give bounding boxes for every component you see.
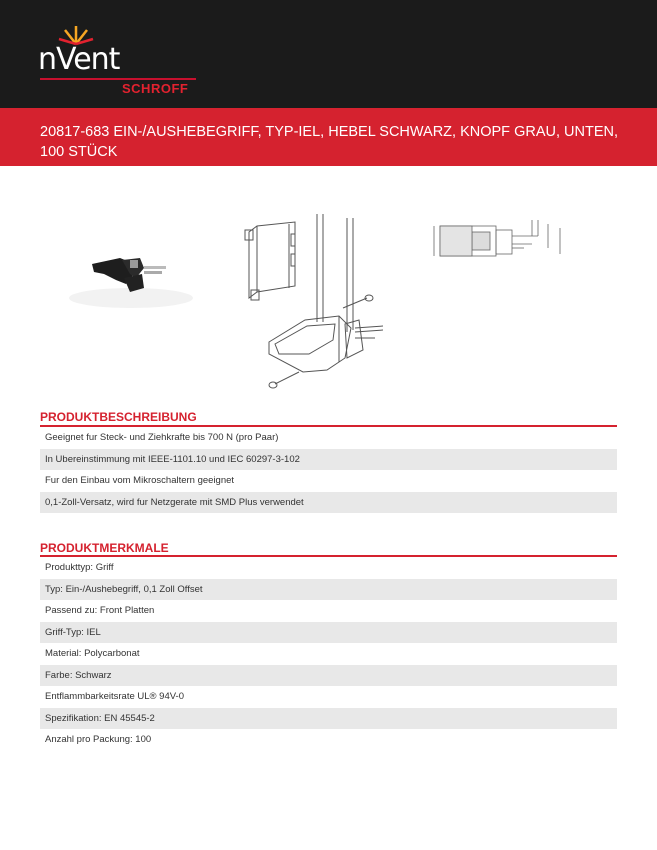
list-item: Entflammbarkeitsrate UL® 94V-0 xyxy=(45,691,185,702)
logo-underline xyxy=(40,78,196,80)
logo-wordmark: nVent xyxy=(38,42,120,77)
description-heading: PRODUKTBESCHREIBUNG xyxy=(40,410,197,424)
assembly-drawing-icon xyxy=(235,212,395,394)
list-item: Anzahl pro Packung: 100 xyxy=(45,734,152,745)
list-item: Passend zu: Front Platten xyxy=(45,605,155,616)
product-photo-icon xyxy=(64,240,198,310)
features-heading: PRODUKTMERKMALE xyxy=(40,541,169,555)
list-item: Griff-Typ: IEL xyxy=(40,622,617,644)
title-band xyxy=(0,108,657,166)
list-item: Typ: Ein-/Aushebegriff, 0,1 Zoll Offset xyxy=(40,579,617,601)
logo-subbrand: SCHROFF xyxy=(122,81,189,96)
list-item: 0,1-Zoll-Versatz, wird fur Netzgerate mit SMD Plus verwendet xyxy=(40,492,617,514)
features-list xyxy=(40,557,617,751)
dimension-drawing-icon xyxy=(428,214,578,264)
list-item: Geeignet fur Steck- und Ziehkrafte bis 700 N (pro Paar) xyxy=(45,432,279,443)
list-item: Farbe: Schwarz xyxy=(40,665,617,687)
page-header xyxy=(0,0,657,108)
list-item: In Ubereinstimmung mit IEEE-1101.10 und IEC 60297-3-102 xyxy=(40,449,617,471)
product-title: 20817-683 EIN-/AUSHEBEGRIFF, TYP-IEL, HEBEL SCHWARZ, KNOPF GRAU, UNTEN, 100 STÜCK xyxy=(40,124,618,160)
list-item: Fur den Einbau vom Mikroschaltern geeignet xyxy=(45,475,235,486)
list-item: Material: Polycarbonat xyxy=(45,648,140,659)
list-item: Produkttyp: Griff xyxy=(45,562,114,573)
product-images xyxy=(0,200,657,400)
nvent-schroff-logo xyxy=(38,22,208,102)
list-item: Spezifikation: EN 45545-2 xyxy=(40,708,617,730)
description-list xyxy=(40,427,617,513)
